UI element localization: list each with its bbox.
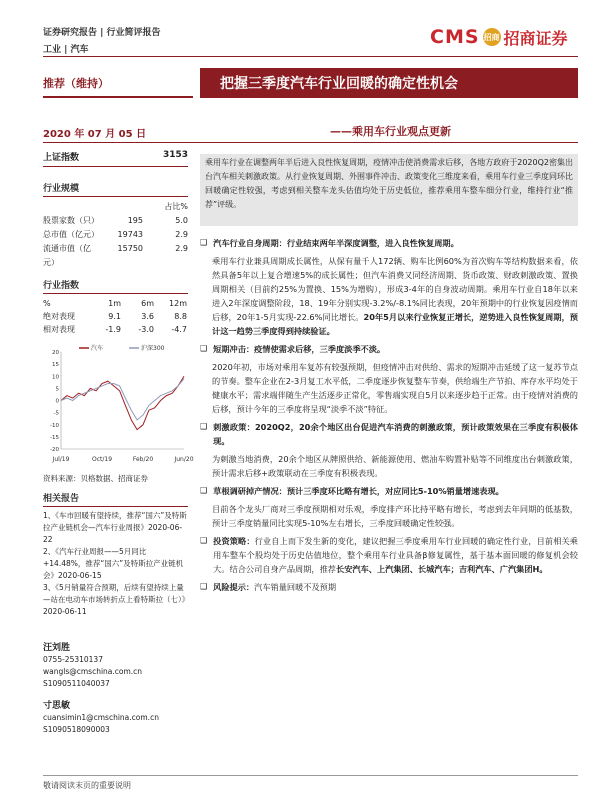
y-tick-label: 5	[55, 386, 59, 393]
section-heading-text: 草根调研掉产情况：预计三季度环比略有增长，对应同比5-10%销量增速表现。	[213, 486, 504, 496]
strategy-text: 行业自上而下发生新的变化，建议把握三季度乘用车行业回暖的确定性行业，目前相关乘用车整车个股均处于历史估值地位，整个乘用车行业具备β修复属性，基于基本面回暖的修复机会较大。结合公司自身产品周期，推荐	[213, 536, 578, 574]
section-paragraph	[200, 254, 578, 338]
table-row	[43, 323, 188, 336]
section-text: 乘用车行业兼具周期成长属性，从保有量千人172辆、购车比例60%为首次购车等结构数据来看，依然具备5年以上复合增速5%的成长属性；但汽车消费又同经济周期、货币政策、财政刺激政策、置换周期相关（目前约25%为置换、15%为增购），形成3-4年的自身波动周期。乘用车行业自18年以来进入2年深度调整阶段，18、19年分别实现-3.2%/-8.1%同比表现，20年预期中的行业恢复因疫情而后移，20年1-5月实现-22.6%同比增长。	[212, 256, 578, 322]
x-tick-label: Feb/20	[132, 456, 154, 463]
section-heading-text: 刺激政策：2020Q2，20余个地区出台促进汽车消费的刺激政策，预计政策效果在三季度有积极体现。	[213, 422, 578, 446]
section-highlight: 20年5月以来行业恢复正增长，逆势进入良性恢复周期，预计这一趋势三季度得到持续验证。	[212, 312, 578, 336]
section-heading	[200, 420, 578, 448]
analyst-name: 寸思敏	[43, 701, 71, 711]
scale-row-label: 流通市值（亿元）	[43, 244, 91, 267]
table-row	[43, 214, 188, 228]
perf-col-head: 1m	[108, 299, 121, 308]
date-divider	[43, 142, 578, 143]
logo-text-cn: 招商证券	[503, 28, 568, 48]
report-category: 证券研究报告 | 行业简评报告	[43, 28, 161, 38]
strategy-picks: 长安汽车、上汽集团、长城汽车；吉利汽车、广汽集团H。	[336, 564, 548, 574]
y-tick-label: 0	[55, 398, 59, 405]
related-item[interactable]: 1、《车市回暖有望持续，推荐“国六”及特斯拉产业链机会—汽车行业周报》2020-06-22	[43, 511, 187, 544]
performance-header-row	[43, 297, 188, 310]
rating-underline	[43, 96, 193, 98]
scale-row-label: 总市值（亿元）	[43, 230, 99, 239]
scale-row-label: 股票家数（只）	[43, 216, 99, 225]
y-tick-label: 15	[52, 362, 59, 369]
report-industry: 工业 | 汽车	[43, 45, 89, 55]
table-row	[43, 310, 188, 323]
related-item[interactable]: 3、《5月销量符合预期，后续有望持续上量—站在电动车市场转折点上看特斯拉（七）》2020-06-11	[43, 583, 186, 616]
index-chart	[43, 342, 194, 467]
risk-text: 汽车销量回暖不及预期	[254, 582, 337, 592]
x-tick-label: Oct/19	[91, 456, 113, 463]
report-body	[200, 232, 578, 594]
chart-source: 资料来源：贝格数据、招商证券	[43, 474, 148, 483]
section-heading	[200, 484, 578, 498]
footer-divider	[43, 775, 578, 776]
analyst-id: S1090511040037	[43, 679, 110, 688]
rating: 推荐（维持）	[43, 77, 109, 90]
scale-header-row	[43, 200, 188, 214]
square-bullet-icon: ❑	[200, 582, 208, 591]
perf-row-label: 相对表现	[43, 325, 75, 334]
analyst-email[interactable]: wangls@cmschina.com.cn	[43, 667, 143, 676]
square-bullet-icon: ❑	[200, 238, 208, 247]
risk-block	[200, 580, 578, 594]
x-tick-label: Jun/20	[174, 456, 194, 463]
perf-col-head: %	[43, 299, 51, 308]
section-paragraph: 为刺激当地消费，20余个地区从牌照供给、新能源使用、燃油车购置补贴等不同维度出台刺激政策，预计需求后移+政策联动在三季度有积极表现。	[212, 454, 578, 478]
square-bullet-icon: ❑	[200, 486, 208, 495]
cms-logo	[430, 24, 568, 50]
index-chart-svg	[43, 342, 194, 467]
square-bullet-icon: ❑	[200, 344, 208, 353]
logo-circle-icon: 招商	[483, 28, 501, 46]
left-sidebar	[43, 150, 194, 736]
legend-label: 沪深300	[141, 345, 165, 352]
analyst-phone: 0755-25310137	[43, 655, 103, 664]
perf-value: -3.0	[138, 325, 154, 334]
section-paragraph: 目前各个龙头厂商对三季度预期相对乐观，季度排产环比持平略有增长，考虑到去年同期的低基数，预计三季度销量同比实现5-10%左右增长，三季度回暖确定性较强。	[212, 504, 578, 528]
y-tick-label: -15	[50, 434, 59, 441]
summary-box: 乘用车行业在调整两年半后进入良性恢复周期，疫情冲击使消费需求后移，各地方政府于2020Q2密集出台汽车相关刺激政策。从行业恢复周期、外围事件冲击、政策变化三维度来看，乘用车行业三季度同环比回暖确定性较强，考虑到相关整车龙头估值均处于历史低位，推荐乘用车整车细分行业，维持行业“推荐”评级。	[200, 154, 578, 226]
section-heading	[200, 236, 578, 250]
table-row	[43, 228, 188, 242]
strategy-block	[200, 534, 578, 576]
y-tick-label: 10	[52, 374, 59, 381]
section-heading-text: 短期冲击：疫情使需求后移，三季度淡季不淡。	[213, 344, 386, 354]
analyst-email[interactable]: cuansimin1@cmschina.com.cn	[43, 713, 159, 722]
strategy-label: 投资策略：	[213, 536, 255, 546]
scale-heading: 行业规模	[43, 181, 188, 197]
logo-text-en: CMS	[430, 26, 480, 48]
pct-label: 占比%	[164, 202, 188, 211]
y-tick-label: -5	[53, 410, 59, 417]
y-tick-label: 20	[52, 350, 59, 356]
scale-row-pct: 2.9	[175, 230, 188, 239]
report-date: 2020 年 07 月 05 日	[43, 129, 147, 140]
risk-label: 风险提示：	[213, 582, 255, 592]
scale-row-value: 195	[127, 216, 143, 225]
index-value: 3153	[162, 150, 188, 160]
y-tick-label: -20	[50, 447, 59, 453]
perf-col-head: 6m	[141, 299, 154, 308]
legend-label: 汽车	[91, 345, 104, 352]
section-heading-text: 汽车行业自身周期：行业结束两年半深度调整，进入良性恢复周期。	[213, 238, 459, 248]
analyst-name: 汪刘胜	[43, 643, 71, 653]
perf-value: -1.9	[105, 325, 121, 334]
perf-col-head: 12m	[169, 299, 187, 308]
footer-note: 敬请阅读末页的重要说明	[43, 781, 131, 790]
index-label: 上证指数	[43, 153, 80, 163]
scale-row-pct: 5.0	[175, 216, 188, 225]
related-heading: 相关报告	[43, 491, 188, 507]
scale-row-value: 19743	[117, 230, 143, 239]
report-title: 把握三季度汽车行业回暖的确定性机会	[200, 68, 578, 98]
perf-row-label: 绝对表现	[43, 312, 75, 321]
square-bullet-icon: ❑	[200, 422, 208, 431]
square-bullet-icon: ❑	[200, 536, 208, 545]
perf-value: 8.8	[174, 312, 187, 321]
x-tick-label: Jul/19	[52, 456, 70, 463]
section-heading	[200, 342, 578, 356]
table-row	[43, 242, 188, 270]
related-item[interactable]: 2、《汽车行业周报——5月同比+14.48%，推荐“国六”及特斯拉产业链机会》2020-06-15	[43, 547, 184, 580]
perf-value: -4.7	[171, 325, 187, 334]
perf-value: 3.6	[141, 312, 154, 321]
y-tick-label: -10	[50, 422, 59, 429]
report-subtitle: ——乘用车行业观点更新	[330, 125, 451, 138]
analyst-id: S1090518090003	[43, 725, 110, 734]
section-paragraph: 2020年初，市场对乘用车复苏有较强预期，但疫情冲击对供给、需求的短期冲击延缓了这一复苏节点的节奏。整车企业在2-3月复工水平低，二季度逐步恢复整车节奏，供给端生产节拍、库存水平均处于健康水平；需求端伴随生产生活逐步正常化，零售端实现自5月以来逐步趋于正常。由于疫情对消费的后移，预计今年的三季度将呈现“淡季不淡”特征。	[212, 362, 578, 414]
index-header	[43, 150, 188, 167]
perf-value: 9.1	[108, 312, 121, 321]
series-line-0	[61, 376, 184, 429]
header-divider	[43, 56, 578, 57]
performance-heading: 行业指数	[43, 278, 188, 294]
scale-row-value: 15750	[117, 244, 143, 253]
scale-row-pct: 2.9	[175, 244, 188, 253]
